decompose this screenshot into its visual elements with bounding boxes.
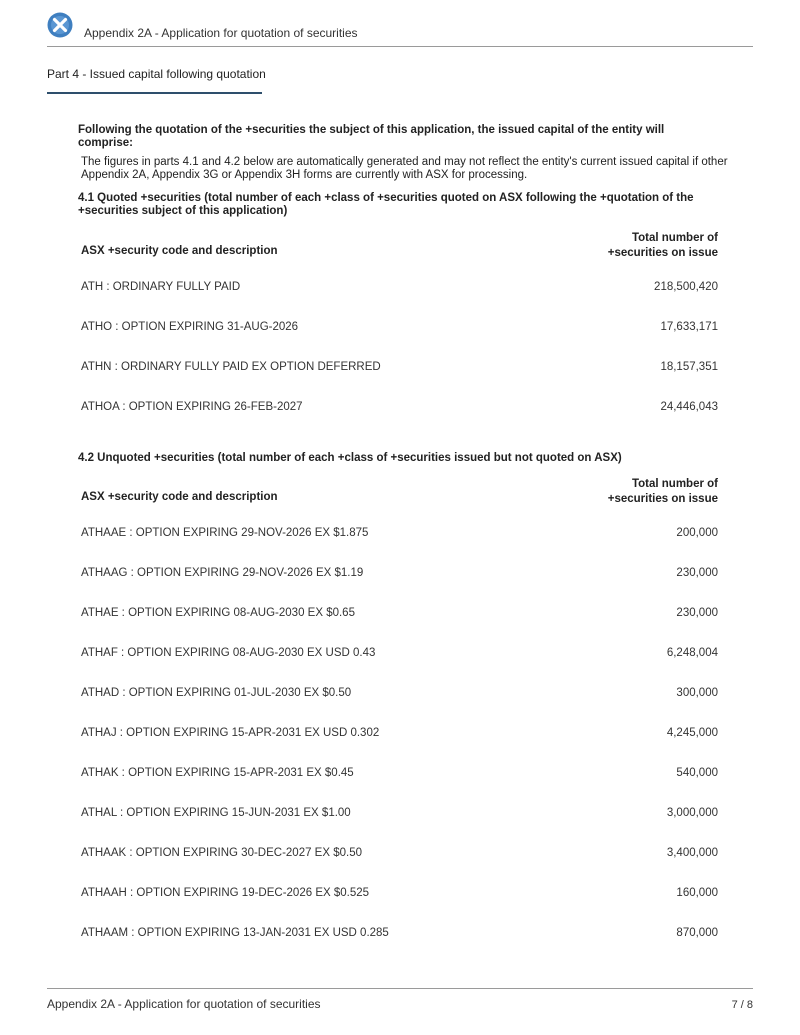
table-row [81,847,718,863]
security-total: 3,000,000 [666,807,718,819]
security-total: 200,000 [676,527,718,539]
unquoted-col-total-line1: Total number of [631,478,718,490]
table-row [81,727,718,743]
security-description: ATHO : OPTION EXPIRING 31-AUG-2026 [81,321,299,333]
security-description: ATHAF : OPTION EXPIRING 08-AUG-2030 EX USD 0.43 [81,647,376,659]
security-total: 160,000 [676,887,718,899]
security-total: 6,248,004 [666,647,718,659]
footer-title: Appendix 2A - Application for quotation of securities [47,997,321,1011]
security-total: 4,245,000 [666,727,718,739]
table-row [81,321,718,337]
page-header [47,12,753,47]
table-row [81,887,718,903]
security-total: 24,446,043 [660,401,718,413]
security-description: ATHAE : OPTION EXPIRING 08-AUG-2030 EX $0.65 [81,607,355,619]
security-description: ATHAK : OPTION EXPIRING 15-APR-2031 EX $0.45 [81,767,354,779]
security-description: ATHAAH : OPTION EXPIRING 19-DEC-2026 EX $0.525 [81,887,370,899]
quoted-col-desc-header: ASX +security code and description [81,245,278,257]
quoted-section-title: 4.1 Quoted +securities (total number of each +class of +securities quoted on ASX following the +quotation of the +securities subject of this application) [78,192,694,217]
security-description: ATHAJ : OPTION EXPIRING 15-APR-2031 EX USD 0.302 [81,727,380,739]
table-row [81,687,718,703]
security-total: 3,400,000 [666,847,718,859]
security-description: ATHOA : OPTION EXPIRING 26-FEB-2027 [81,401,303,413]
header-title: Appendix 2A - Application for quotation of securities [84,26,358,40]
table-row [81,767,718,783]
table-row [81,567,718,583]
table-row [81,281,718,297]
security-description: ATH : ORDINARY FULLY PAID [81,281,241,293]
unquoted-col-desc-header: ASX +security code and description [81,491,278,503]
table-row [81,927,718,943]
security-total: 218,500,420 [654,281,718,293]
asx-logo-icon [47,12,73,38]
security-description: ATHAD : OPTION EXPIRING 01-JUL-2030 EX $0.50 [81,687,352,699]
quoted-col-total-line1: Total number of [631,232,718,244]
security-total: 540,000 [676,767,718,779]
part-title: Part 4 - Issued capital following quotation [47,67,266,81]
unquoted-col-total-line2: +securities on issue [607,493,718,505]
table-row [81,527,718,543]
security-total: 18,157,351 [660,361,718,373]
table-row [81,647,718,663]
quoted-col-total-line2: +securities on issue [607,247,718,259]
page-footer [47,988,753,1011]
table-row [81,401,718,417]
part-title-underline [47,92,262,94]
intro-heading: Following the quotation of the +securities the subject of this application, the issued capital of the entity will comprise: [78,124,665,149]
security-description: ATHAL : OPTION EXPIRING 15-JUN-2031 EX $1.00 [81,807,351,819]
unquoted-section-title: 4.2 Unquoted +securities (total number of each +class of +securities issued but not quoted on ASX) [78,452,622,464]
security-total: 17,633,171 [660,321,718,333]
unquoted-col-total-header [518,477,718,507]
table-row [81,607,718,623]
quoted-col-total-header [518,231,718,261]
page-number: 7 / 8 [731,999,753,1011]
security-total: 300,000 [676,687,718,699]
security-description: ATHN : ORDINARY FULLY PAID EX OPTION DEFERRED [81,361,381,373]
security-total: 870,000 [676,927,718,939]
security-total: 230,000 [676,567,718,579]
security-description: ATHAAG : OPTION EXPIRING 29-NOV-2026 EX $1.19 [81,567,364,579]
security-description: ATHAAK : OPTION EXPIRING 30-DEC-2027 EX $0.50 [81,847,362,859]
security-description: ATHAAM : OPTION EXPIRING 13-JAN-2031 EX USD 0.285 [81,927,389,939]
security-description: ATHAAE : OPTION EXPIRING 29-NOV-2026 EX $1.875 [81,527,369,539]
table-row [81,361,718,377]
intro-note: The figures in parts 4.1 and 4.2 below are automatically generated and may not reflect the entity's current issued capital if other Appendix 2A, Appendix 3G or Appendix 3H forms are currently with ASX for processing. [81,156,728,181]
security-total: 230,000 [676,607,718,619]
table-row [81,807,718,823]
